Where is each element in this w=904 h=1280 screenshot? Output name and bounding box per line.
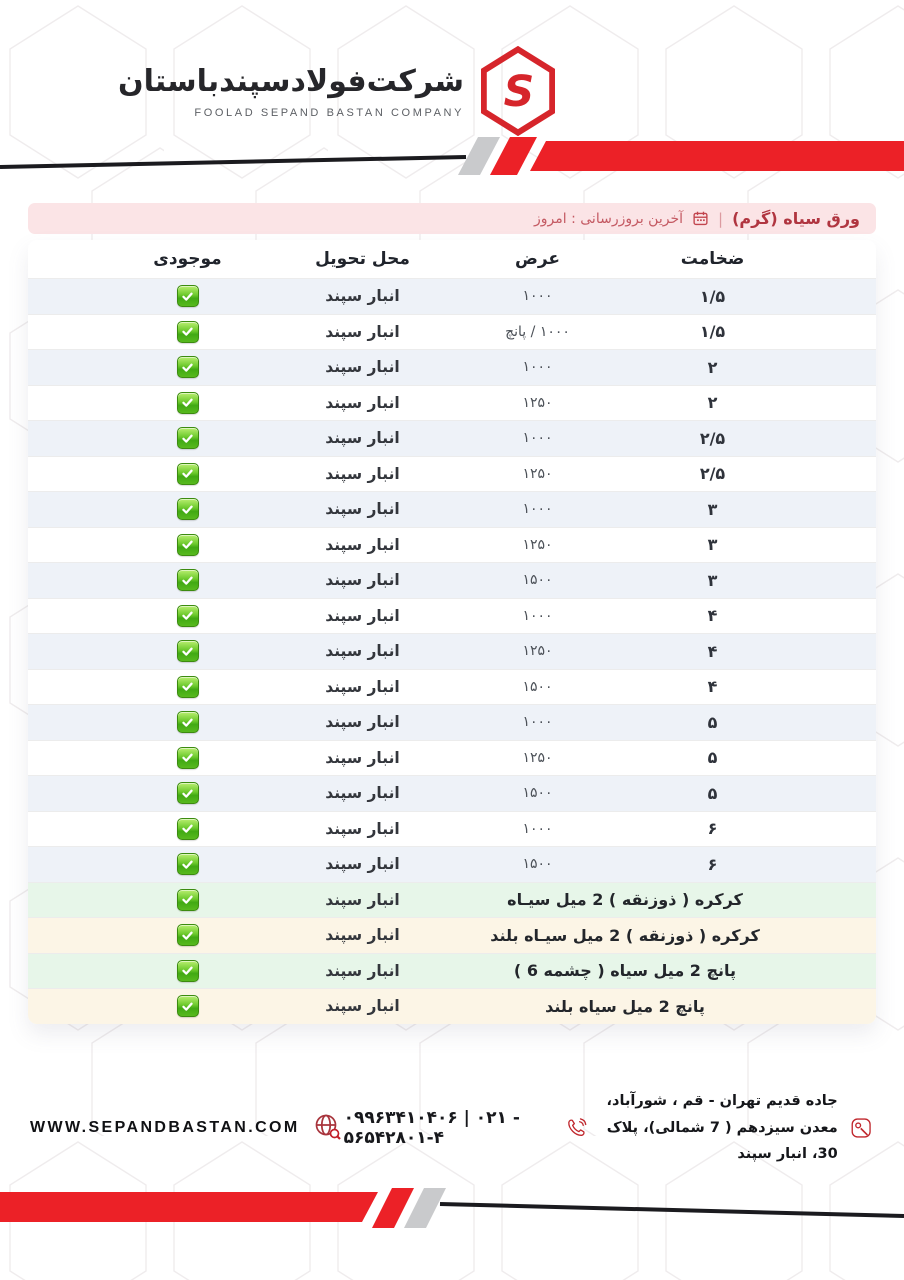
availability-cell xyxy=(100,995,275,1017)
header-width: عرض xyxy=(514,249,561,269)
phone-icon xyxy=(565,1113,587,1143)
availability-check-icon xyxy=(177,534,199,556)
table-row xyxy=(28,456,876,492)
availability-check-icon xyxy=(177,285,199,307)
availability-cell xyxy=(100,782,275,804)
thickness-cell: ۳ xyxy=(707,535,718,555)
table-row xyxy=(28,385,876,421)
table-row xyxy=(28,704,876,740)
thickness-cell: ۵ xyxy=(707,712,718,732)
map-icon xyxy=(850,1113,872,1143)
availability-cell xyxy=(100,747,275,769)
availability-check-icon xyxy=(177,569,199,591)
delivery-cell: انبار سپند xyxy=(325,677,400,696)
availability-cell xyxy=(100,924,275,946)
delivery-cell: انبار سپند xyxy=(325,464,400,483)
availability-cell xyxy=(100,534,275,556)
delivery-cell: انبار سپند xyxy=(325,500,400,519)
table-row xyxy=(28,598,876,634)
table-row xyxy=(28,882,876,918)
delivery-cell: انبار سپند xyxy=(325,926,400,945)
width-cell: ۱۰۰۰ xyxy=(522,607,553,624)
product-label-cell: کرکره ( ذوزنقه ) 2 میل سیـاه بلند xyxy=(490,925,760,945)
header-delivery: محل تحویل xyxy=(315,249,410,269)
width-cell: ۱۰۰۰ xyxy=(522,820,553,837)
availability-check-icon xyxy=(177,427,199,449)
product-title-bar xyxy=(28,203,876,234)
delivery-cell: انبار سپند xyxy=(325,642,400,661)
thickness-cell: ۲/۵ xyxy=(699,428,726,448)
thickness-cell: ۵ xyxy=(707,783,718,803)
availability-check-icon xyxy=(177,392,199,414)
website-block xyxy=(30,1112,344,1144)
availability-cell xyxy=(100,711,275,733)
availability-cell xyxy=(100,569,275,591)
thickness-cell: ۱/۵ xyxy=(699,322,726,342)
width-cell: ۱۰۰۰ xyxy=(522,714,553,731)
width-cell: ۱۰۰۰ xyxy=(522,288,553,305)
thickness-cell: ۲ xyxy=(707,393,718,413)
thickness-cell: ۶ xyxy=(707,819,718,839)
table-row xyxy=(28,811,876,847)
delivery-cell: انبار سپند xyxy=(325,855,400,874)
availability-check-icon xyxy=(177,356,199,378)
last-updated-text: آخرین بروزرسانی : امروز xyxy=(534,210,683,227)
availability-check-icon xyxy=(177,747,199,769)
brand-text xyxy=(118,64,464,119)
table-row xyxy=(28,846,876,882)
thickness-cell: ۲/۵ xyxy=(699,464,726,484)
delivery-cell: انبار سپند xyxy=(325,571,400,590)
availability-cell xyxy=(100,853,275,875)
delivery-cell: انبار سپند xyxy=(325,393,400,412)
address-line-2: معدن سیزدهم ( 7 شمالی)، پلاک 30، انبار سپند xyxy=(606,1119,838,1163)
availability-check-icon xyxy=(177,711,199,733)
table-header-row xyxy=(28,240,876,278)
price-card xyxy=(28,203,876,1024)
delivery-cell: انبار سپند xyxy=(325,784,400,803)
availability-check-icon xyxy=(177,605,199,627)
table-row xyxy=(28,988,876,1024)
width-cell: ۱۲۵۰ xyxy=(522,536,553,553)
delivery-cell: انبار سپند xyxy=(325,358,400,377)
availability-cell xyxy=(100,321,275,343)
table-row xyxy=(28,669,876,705)
table-row xyxy=(28,314,876,350)
title-separator: | xyxy=(718,209,724,228)
table-row xyxy=(28,420,876,456)
width-cell: ۱۰۰۰ xyxy=(522,359,553,376)
address-text xyxy=(588,1088,838,1168)
address-block xyxy=(588,1088,872,1168)
delivery-cell: انبار سپند xyxy=(325,535,400,554)
availability-cell xyxy=(100,818,275,840)
width-cell: ۱۲۵۰ xyxy=(522,394,553,411)
product-title: ورق سیاه (گرم) xyxy=(732,209,860,228)
table-row xyxy=(28,740,876,776)
delivery-cell: انبار سپند xyxy=(325,287,400,306)
header-availability: موجودی xyxy=(153,249,222,269)
width-cell: ۱۰۰۰ xyxy=(522,501,553,518)
thickness-cell: ۴ xyxy=(707,606,718,626)
availability-cell xyxy=(100,960,275,982)
delivery-cell: انبار سپند xyxy=(325,819,400,838)
availability-cell xyxy=(100,676,275,698)
availability-check-icon xyxy=(177,995,199,1017)
hexagon-s-logo-icon xyxy=(481,46,555,136)
delivery-cell: انبار سپند xyxy=(325,997,400,1016)
table-row xyxy=(28,491,876,527)
availability-check-icon xyxy=(177,960,199,982)
thickness-cell: ۶ xyxy=(707,854,718,874)
availability-cell xyxy=(100,605,275,627)
globe-search-icon xyxy=(312,1112,344,1144)
delivery-cell: انبار سپند xyxy=(325,890,400,909)
width-cell: ۱۲۵۰ xyxy=(522,643,553,660)
table-row xyxy=(28,349,876,385)
availability-check-icon xyxy=(177,498,199,520)
availability-check-icon xyxy=(177,463,199,485)
delivery-cell: انبار سپند xyxy=(325,748,400,767)
product-label-cell: کرکره ( ذوزنقه ) 2 میل سیـاه xyxy=(507,890,743,910)
phone-numbers[interactable]: ۰۹۹۶۳۴۱۰۴۰۶ | ۰۲۱ - ۵۶۵۴۲۸۰۱-۴ xyxy=(343,1108,520,1148)
thickness-cell: ۴ xyxy=(707,677,718,697)
delivery-cell: انبار سپند xyxy=(325,606,400,625)
availability-cell xyxy=(100,356,275,378)
thickness-cell: ۴ xyxy=(707,641,718,661)
product-label-cell: پانچ 2 میل سیاه بلند xyxy=(545,996,705,1016)
table-row xyxy=(28,775,876,811)
table-row xyxy=(28,278,876,314)
phone-block xyxy=(344,1108,588,1148)
bottom-stripe-decoration xyxy=(0,1186,904,1230)
width-cell: ۱۵۰۰ xyxy=(522,572,553,589)
table-row xyxy=(28,527,876,563)
thickness-cell: ۵ xyxy=(707,748,718,768)
product-label-cell: پانچ 2 میل سیاه ( چشمه 6 ) xyxy=(513,961,737,981)
width-cell: ۱۰۰۰ xyxy=(522,430,553,447)
availability-cell xyxy=(100,392,275,414)
availability-check-icon xyxy=(177,640,199,662)
thickness-cell: ۲ xyxy=(707,357,718,377)
availability-check-icon xyxy=(177,818,199,840)
svg-text:S: S xyxy=(503,67,535,117)
brand-header xyxy=(118,46,555,136)
delivery-cell: انبار سپند xyxy=(325,713,400,732)
website-link[interactable]: WWW.SEPANDBASTAN.COM xyxy=(30,1119,300,1136)
table-row xyxy=(28,633,876,669)
thickness-cell: ۳ xyxy=(707,499,718,519)
availability-check-icon xyxy=(177,889,199,911)
availability-cell xyxy=(100,463,275,485)
width-cell: ۱۲۵۰ xyxy=(522,749,553,766)
thickness-cell: ۳ xyxy=(707,570,718,590)
availability-cell xyxy=(100,889,275,911)
width-cell: ۱۵۰۰ xyxy=(522,856,553,873)
contact-footer xyxy=(0,1088,904,1168)
width-cell: ۱۵۰۰ xyxy=(522,678,553,695)
company-name-fa: شرکت‌فولاد‌سپند‌باستان xyxy=(118,63,465,99)
price-table-body xyxy=(28,278,876,1024)
table-row xyxy=(28,562,876,598)
availability-check-icon xyxy=(177,782,199,804)
table-row xyxy=(28,953,876,989)
availability-cell xyxy=(100,285,275,307)
width-cell: ۱۰۰۰ / پانچ xyxy=(505,323,570,340)
thickness-cell: ۱/۵ xyxy=(699,286,726,306)
width-cell: ۱۵۰۰ xyxy=(522,785,553,802)
width-cell: ۱۲۵۰ xyxy=(522,465,553,482)
availability-check-icon xyxy=(177,321,199,343)
availability-check-icon xyxy=(177,676,199,698)
price-table xyxy=(28,240,876,1024)
availability-cell xyxy=(100,427,275,449)
calendar-icon xyxy=(692,210,709,227)
table-row xyxy=(28,917,876,953)
availability-cell xyxy=(100,640,275,662)
delivery-cell: انبار سپند xyxy=(325,429,400,448)
company-name-en: FOOLAD SEPAND BASTAN COMPANY xyxy=(194,106,465,119)
address-line-1: جاده قدیم تهران - قم ، شورآباد، xyxy=(606,1092,838,1109)
header-thickness: ضخامت xyxy=(680,249,745,269)
delivery-cell: انبار سپند xyxy=(325,322,400,341)
availability-check-icon xyxy=(177,924,199,946)
delivery-cell: انبار سپند xyxy=(325,961,400,980)
top-stripe-decoration xyxy=(0,134,904,178)
availability-check-icon xyxy=(177,853,199,875)
availability-cell xyxy=(100,498,275,520)
